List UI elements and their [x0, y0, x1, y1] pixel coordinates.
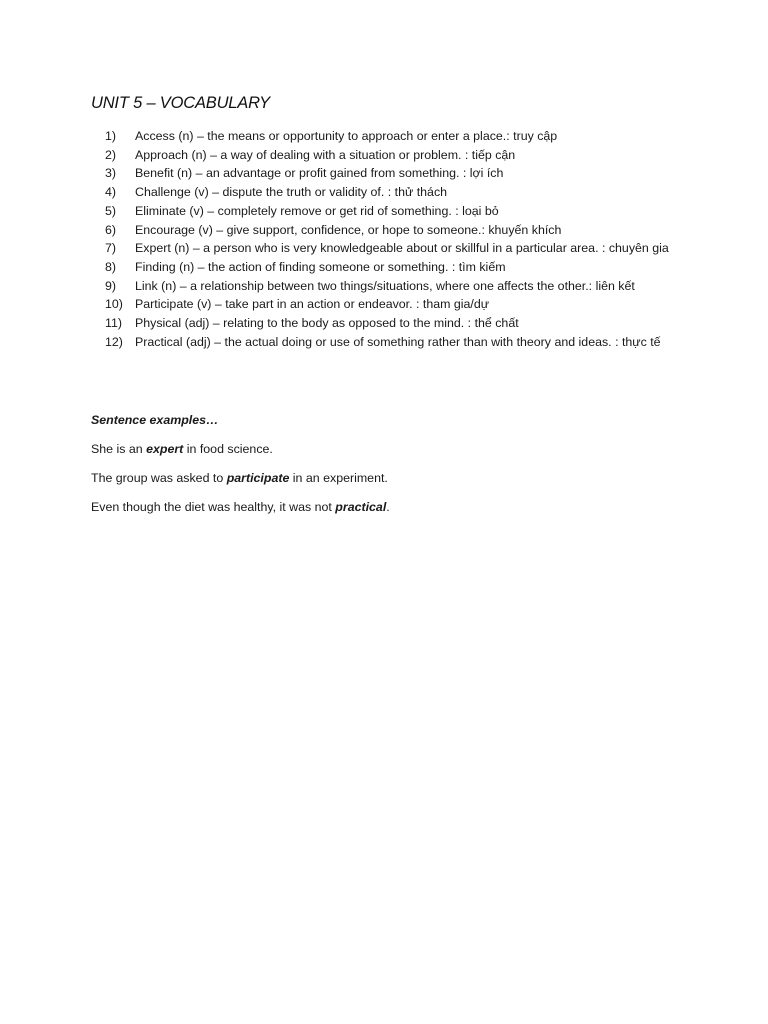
- list-item: [91, 314, 691, 333]
- list-item: [91, 258, 691, 277]
- example-sentence: [91, 440, 691, 458]
- list-number: 10): [105, 297, 123, 312]
- list-item: [91, 333, 691, 352]
- example-text: .: [386, 500, 390, 514]
- example-sentence: [91, 469, 691, 487]
- vocabulary-entry: Eliminate (v) – completely remove or get rid of something. : loại bỏ: [135, 203, 499, 218]
- vocabulary-entry: Approach (n) – a way of dealing with a situation or problem. : tiếp cận: [135, 147, 516, 162]
- list-item: [91, 164, 691, 183]
- list-item: [91, 183, 691, 202]
- page-title: UNIT 5 – VOCABULARY: [91, 94, 270, 112]
- list-number: 9): [105, 278, 117, 293]
- vocabulary-entry: Practical (adj) – the actual doing or use of something rather than with theory and ideas. : thực tế: [135, 334, 661, 349]
- list-number: 8): [105, 259, 117, 274]
- example-keyword: participate: [226, 471, 290, 485]
- vocabulary-entry: Challenge (v) – dispute the truth or validity of. : thử thách: [135, 185, 448, 200]
- list-item: [91, 239, 691, 258]
- list-item: [91, 221, 691, 240]
- vocabulary-entry: Link (n) – a relationship between two things/situations, where one affects the other.: liên kết: [135, 278, 635, 293]
- list-number: 12): [105, 334, 123, 349]
- list-number: 7): [105, 241, 117, 256]
- list-number: 1): [105, 129, 117, 143]
- list-number: 4): [105, 185, 117, 200]
- list-item: [91, 295, 691, 314]
- vocabulary-entry: Benefit (n) – an advantage or profit gained from something. : lợi ích: [135, 166, 504, 181]
- list-number: 2): [105, 147, 117, 162]
- list-item: [91, 146, 691, 165]
- vocabulary-entry: Finding (n) – the action of finding someone or something. : tìm kiếm: [135, 259, 506, 274]
- vocabulary-entry: Expert (n) – a person who is very knowledgeable about or skillful in a particular area. : chuyên gia: [135, 241, 669, 256]
- list-number: 5): [105, 203, 117, 218]
- example-text: She is an: [91, 442, 147, 456]
- vocabulary-entry: Participate (v) – take part in an action or endeavor. : tham gia/dự: [135, 297, 490, 312]
- example-keyword: expert: [146, 442, 184, 456]
- example-sentence: [91, 498, 691, 516]
- vocabulary-entry: Encourage (v) – give support, confidence, or hope to someone.: khuyến khích: [135, 222, 562, 237]
- vocabulary-entry: Access (n) – the means or opportunity to approach or enter a place.: truy cập: [135, 129, 558, 143]
- example-text: Even though the diet was healthy, it was not: [91, 500, 336, 514]
- example-text: in an experiment.: [289, 471, 388, 485]
- example-text: The group was asked to: [91, 471, 227, 485]
- list-item: [91, 127, 691, 146]
- list-item: [91, 202, 691, 221]
- vocabulary-entry: Physical (adj) – relating to the body as opposed to the mind. : thể chất: [135, 316, 519, 331]
- list-number: 3): [105, 166, 117, 181]
- list-item: [91, 277, 691, 296]
- vocabulary-list: [91, 127, 691, 351]
- example-text: in food science.: [183, 442, 273, 456]
- examples-heading: Sentence examples…: [91, 413, 219, 427]
- list-number: 11): [105, 316, 122, 331]
- list-number: 6): [105, 222, 117, 237]
- sentence-examples-section: [91, 411, 691, 527]
- example-keyword: practical: [335, 500, 387, 514]
